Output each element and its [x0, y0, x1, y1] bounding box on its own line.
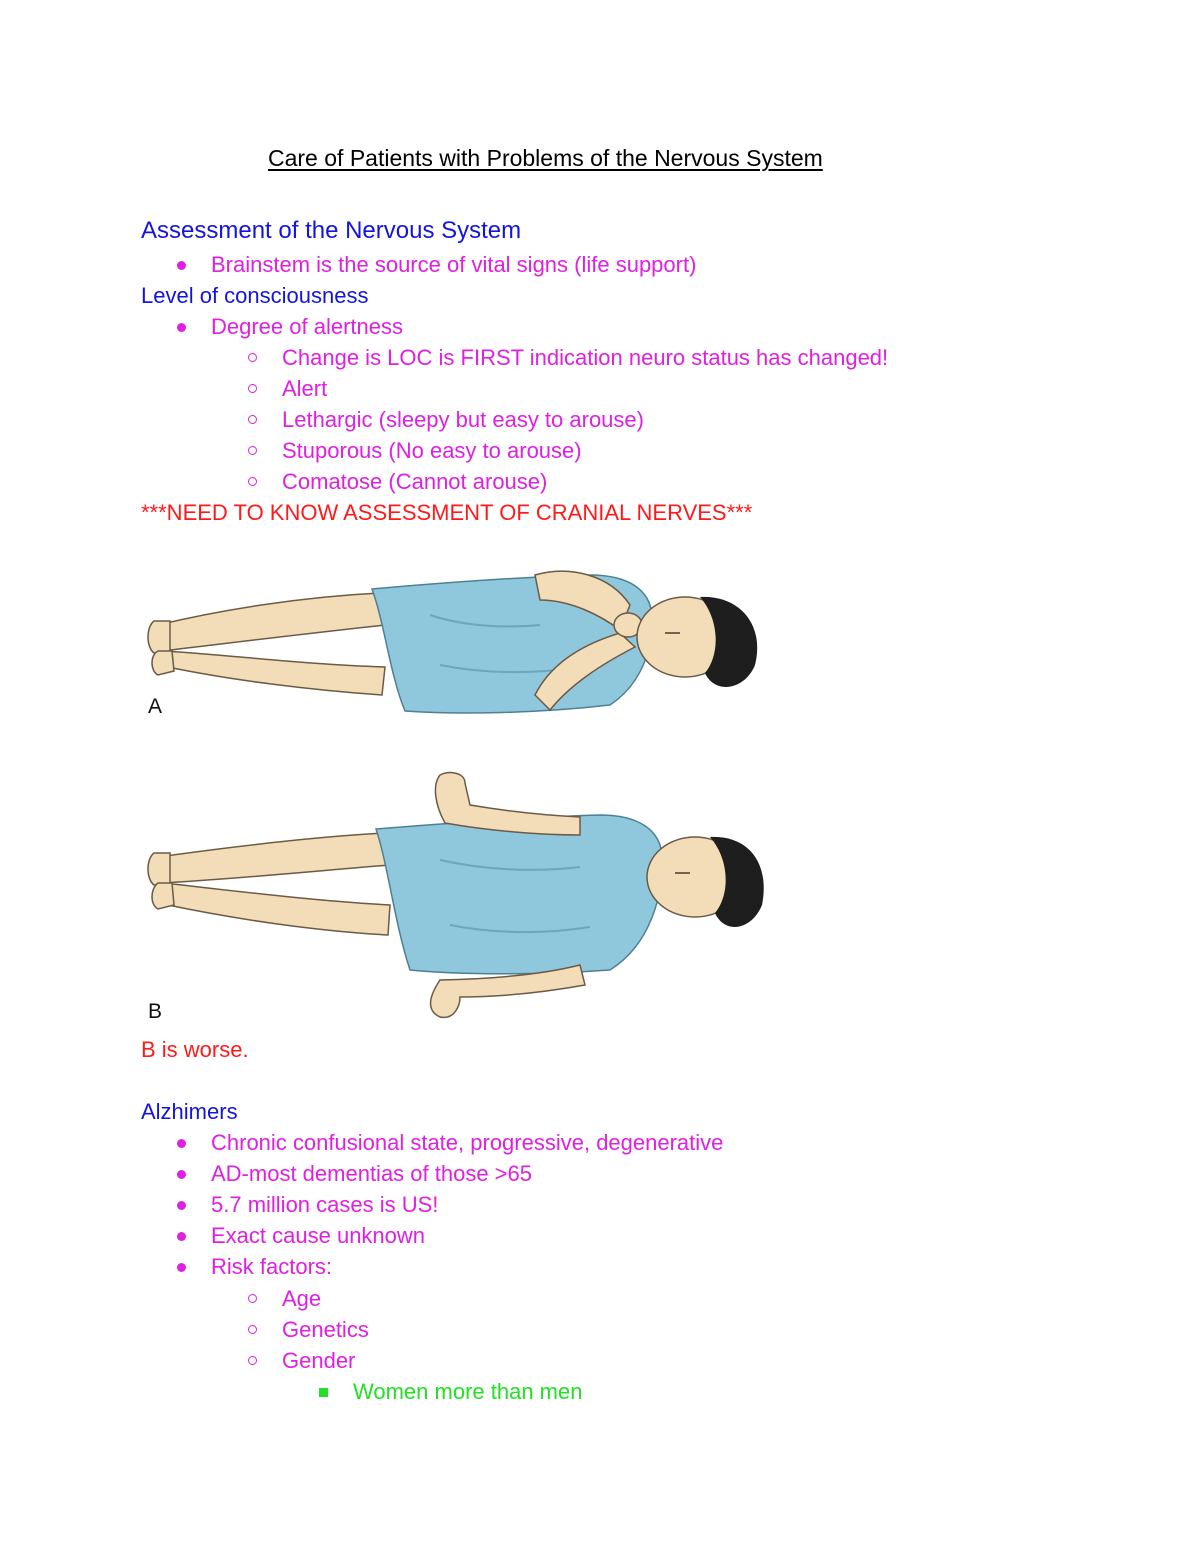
loc-sub-item: Stuporous (No easy to arouse)	[282, 438, 582, 463]
alzhimers-item: Risk factors:	[211, 1254, 333, 1279]
bullet-circle	[248, 353, 257, 362]
loc-sub-item: Change is LOC is FIRST indication neuro status has changed!	[282, 345, 889, 370]
bullet-circle	[248, 477, 257, 486]
gender-note: Women more than men	[353, 1379, 583, 1404]
loc-sub-item: Alert	[282, 376, 328, 401]
bullet-circle	[248, 415, 257, 424]
bullet-dot	[177, 261, 186, 270]
brainstem-item: Brainstem is the source of vital signs (life support)	[211, 252, 697, 277]
bullet-circle	[248, 1325, 257, 1334]
bullet-circle	[248, 384, 257, 393]
risk-factor-item: Gender	[282, 1348, 356, 1373]
bullet-square	[319, 1388, 328, 1397]
alzhimers-item: AD-most dementias of those >65	[211, 1161, 532, 1186]
figure-a-label: A	[148, 695, 163, 718]
section-heading-alzhimers: Alzhimers	[141, 1099, 238, 1124]
bullet-dot	[177, 1139, 186, 1148]
figure-a-illustration	[140, 555, 770, 725]
risk-factor-item: Age	[282, 1286, 322, 1311]
loc-label: Level of consciousness	[141, 283, 369, 308]
figure-b-illustration	[140, 765, 770, 1025]
page-title: Care of Patients with Problems of the Nervous System	[268, 145, 823, 171]
alzhimers-item: 5.7 million cases is US!	[211, 1192, 439, 1217]
bullet-circle	[248, 1294, 257, 1303]
bullet-dot	[177, 323, 186, 332]
figure-caption: B is worse.	[141, 1037, 249, 1062]
bullet-dot	[177, 1263, 186, 1272]
cranial-nerves-note: ***NEED TO KNOW ASSESSMENT OF CRANIAL NERVES***	[141, 500, 753, 525]
risk-factor-item: Genetics	[282, 1317, 369, 1342]
loc-sub-item: Lethargic (sleepy but easy to arouse)	[282, 407, 644, 432]
bullet-circle	[248, 1356, 257, 1365]
bullet-dot	[177, 1232, 186, 1241]
figure-b-label: B	[148, 1000, 163, 1023]
section-heading-assessment: Assessment of the Nervous System	[141, 217, 522, 244]
bullet-dot	[177, 1170, 186, 1179]
alzhimers-item: Chronic confusional state, progressive, degenerative	[211, 1130, 724, 1155]
alertness-item: Degree of alertness	[211, 314, 403, 339]
bullet-dot	[177, 1201, 186, 1210]
alzhimers-item: Exact cause unknown	[211, 1223, 426, 1248]
bullet-circle	[248, 446, 257, 455]
loc-sub-item: Comatose (Cannot arouse)	[282, 469, 548, 494]
